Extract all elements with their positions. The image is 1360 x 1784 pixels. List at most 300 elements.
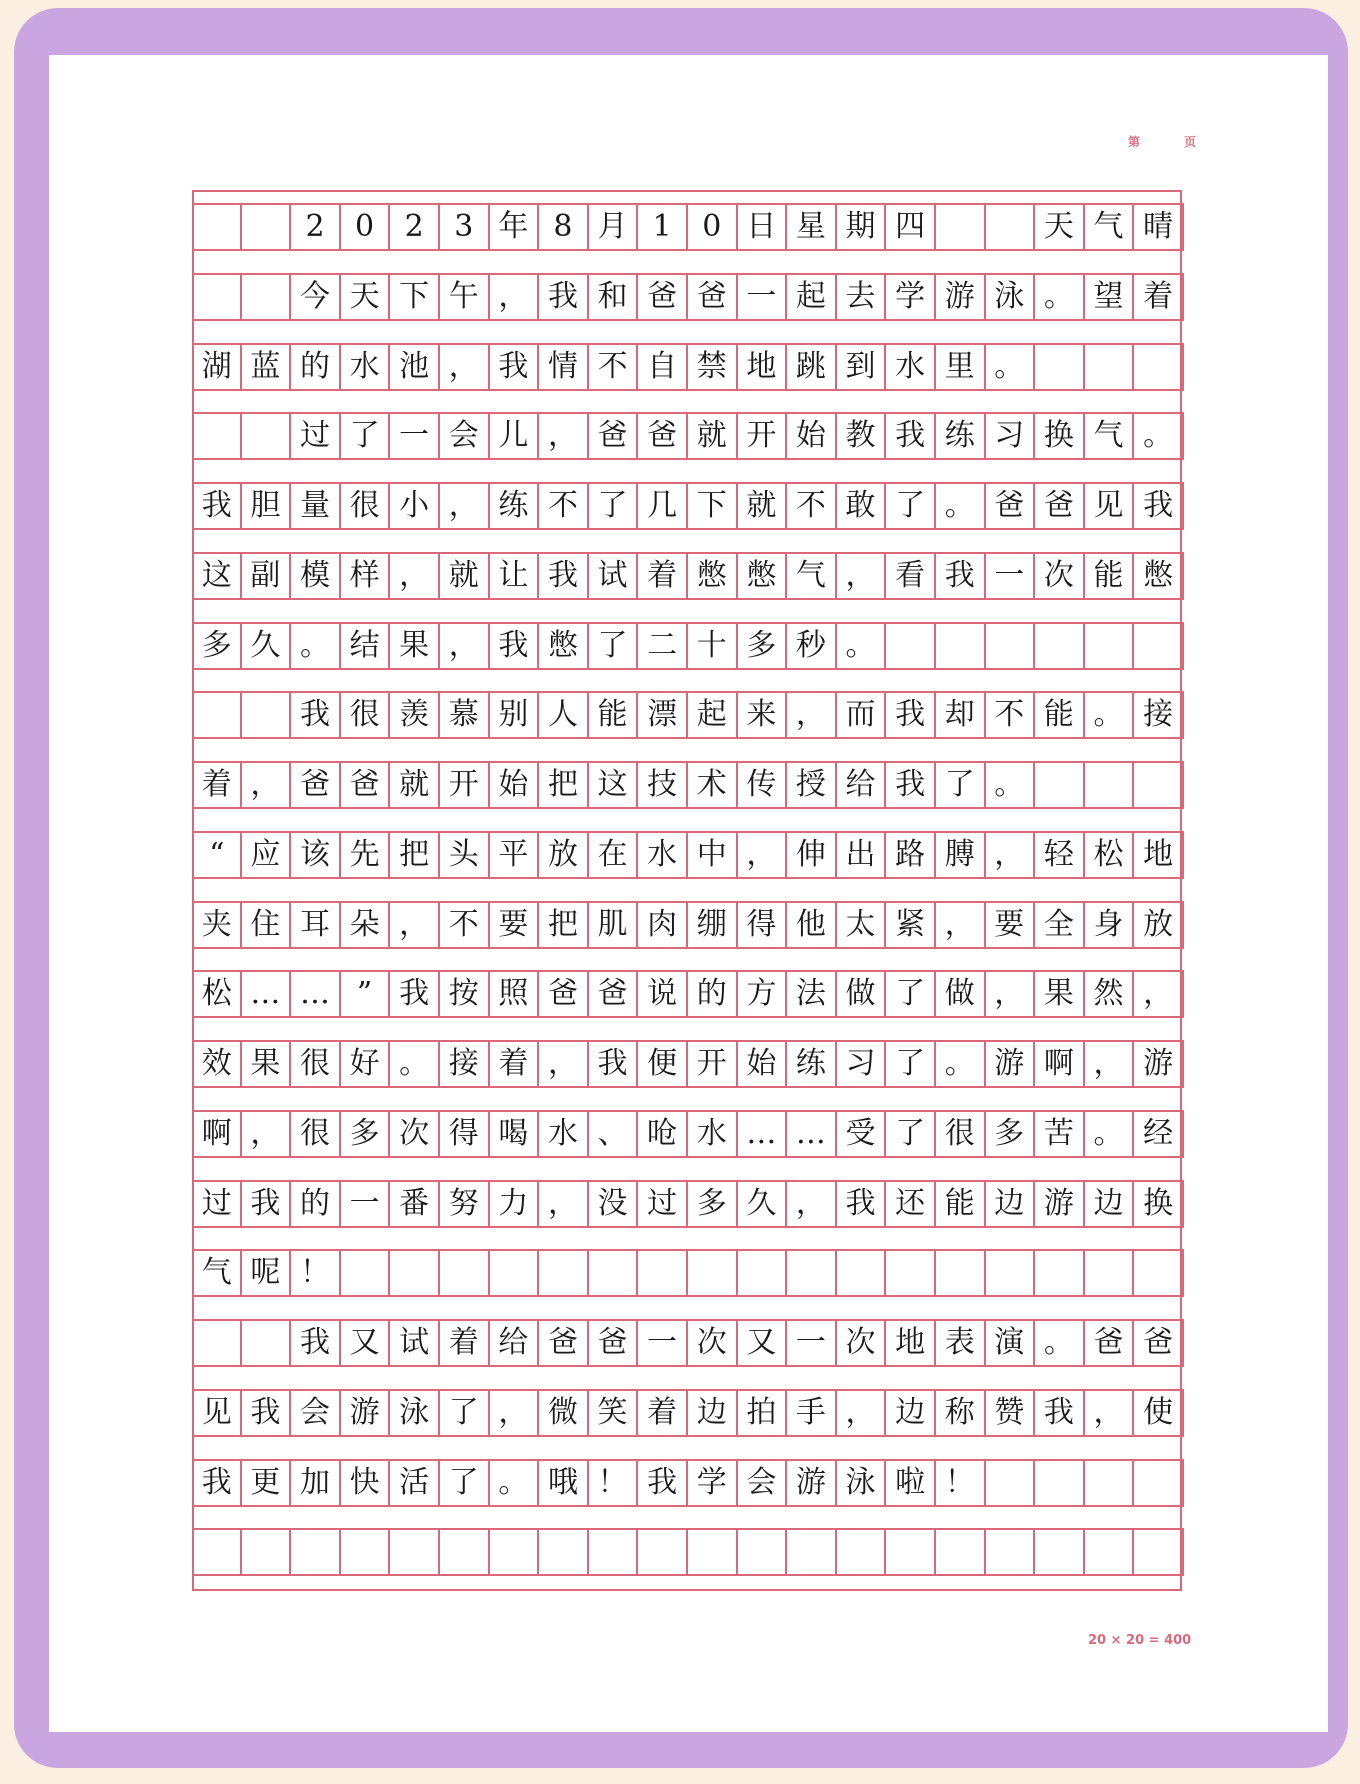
grid-cell: 我 <box>1035 1391 1085 1435</box>
grid-cell: 我 <box>490 624 540 668</box>
grid-cell: 蓝 <box>242 345 292 389</box>
grid-cell <box>986 1251 1036 1295</box>
grid-cell: 微 <box>539 1391 589 1435</box>
grid-cell: 星 <box>787 205 837 249</box>
grid-row <box>192 482 1184 530</box>
grid-cell: 下 <box>688 484 738 528</box>
grid-cell: 。 <box>1035 275 1085 319</box>
grid-row <box>192 412 1184 460</box>
grid-cell: 不 <box>986 693 1036 737</box>
grid-cell: 这 <box>589 763 639 807</box>
grid-cell: 这 <box>192 554 242 598</box>
grid-cell: 学 <box>886 275 936 319</box>
grid-cell: 爸 <box>1085 1321 1135 1365</box>
grid-cell: ， <box>390 554 440 598</box>
grid-cell: 着 <box>192 763 242 807</box>
grid-cell: 先 <box>341 833 391 877</box>
grid-cell: 又 <box>341 1321 391 1365</box>
grid-cell: ！ <box>291 1251 341 1295</box>
grid-cell: ， <box>242 1112 292 1156</box>
grid-cell: 轻 <box>1035 833 1085 877</box>
grid-cell: 就 <box>440 554 490 598</box>
grid-cell: 称 <box>936 1391 986 1435</box>
grid-cell: 二 <box>638 624 688 668</box>
grid-cell: 一 <box>787 1321 837 1365</box>
grid-cell: 换 <box>1134 1182 1184 1226</box>
grid-cell <box>738 1251 788 1295</box>
grid-cell: 经 <box>1134 1112 1184 1156</box>
grid-cell: 耳 <box>291 903 341 947</box>
grid-cell: 接 <box>440 1042 490 1086</box>
grid-cell: 习 <box>837 1042 887 1086</box>
grid-cell: 始 <box>787 414 837 458</box>
grid-cell: 了 <box>589 484 639 528</box>
grid-cell: 该 <box>291 833 341 877</box>
grid-cell: ！ <box>589 1461 639 1505</box>
grid-cell: ， <box>1085 1391 1135 1435</box>
grid-cell: 中 <box>688 833 738 877</box>
grid-cell: 爸 <box>341 763 391 807</box>
grid-cell: ， <box>390 903 440 947</box>
grid-row <box>192 901 1184 949</box>
grid-cell: 拍 <box>738 1391 788 1435</box>
grid-cell: 就 <box>738 484 788 528</box>
grid-cell: 。 <box>936 1042 986 1086</box>
grid-cell: 、 <box>589 1112 639 1156</box>
grid-cell: 哦 <box>539 1461 589 1505</box>
grid-cell <box>1035 1530 1085 1574</box>
grid-cell: 3 <box>440 205 490 249</box>
grid-cell: ， <box>490 1391 540 1435</box>
grid-cell <box>638 1530 688 1574</box>
grid-cell: 的 <box>291 1182 341 1226</box>
grid-cell: 的 <box>688 972 738 1016</box>
grid-cell: 十 <box>688 624 738 668</box>
grid-cell: ， <box>1134 972 1184 1016</box>
grid-cell: 很 <box>291 1112 341 1156</box>
grid-cell: 游 <box>787 1461 837 1505</box>
grid-cell: 小 <box>390 484 440 528</box>
grid-cell <box>242 693 292 737</box>
grid-cell: 给 <box>837 763 887 807</box>
grid-cell: 2 <box>291 205 341 249</box>
grid-cell: 果 <box>390 624 440 668</box>
grid-cell: 边 <box>886 1391 936 1435</box>
grid-cell <box>1085 345 1135 389</box>
grid-cell: 快 <box>341 1461 391 1505</box>
grid-cell: 。 <box>986 345 1036 389</box>
grid-cell: 样 <box>341 554 391 598</box>
grid-row <box>192 622 1184 670</box>
grid-cell: 不 <box>787 484 837 528</box>
grid-cell: 便 <box>638 1042 688 1086</box>
grid-cell <box>1134 345 1184 389</box>
grid-cell <box>242 1321 292 1365</box>
grid-cell: 没 <box>589 1182 639 1226</box>
grid-cell: 喝 <box>490 1112 540 1156</box>
grid-cell: 我 <box>490 345 540 389</box>
grid-cell: 望 <box>1085 275 1135 319</box>
grid-cell: 爸 <box>688 275 738 319</box>
grid-cell: … <box>291 972 341 1016</box>
grid-cell: 紧 <box>886 903 936 947</box>
grid-cell: 边 <box>688 1391 738 1435</box>
page-number-label: 第 页 <box>1128 135 1217 149</box>
grid-cell: 模 <box>291 554 341 598</box>
grid-cell: 里 <box>936 345 986 389</box>
grid-cell: 说 <box>638 972 688 1016</box>
grid-cell <box>341 1251 391 1295</box>
grid-cell: 法 <box>787 972 837 1016</box>
grid-cell: 爸 <box>589 1321 639 1365</box>
grid-row <box>192 1249 1184 1297</box>
grid-cell: 却 <box>936 693 986 737</box>
grid-cell: ， <box>986 972 1036 1016</box>
grid-cell: 得 <box>440 1112 490 1156</box>
grid-cell <box>192 1530 242 1574</box>
grid-cell: 情 <box>539 345 589 389</box>
grid-cell: 了 <box>936 763 986 807</box>
grid-count-label: 20 × 20 = 400 <box>1088 1633 1192 1648</box>
grid-cell: 。 <box>1035 1321 1085 1365</box>
grid-cell: 力 <box>490 1182 540 1226</box>
grid-cell: 在 <box>589 833 639 877</box>
grid-cell: 练 <box>787 1042 837 1086</box>
grid-cell: 教 <box>837 414 887 458</box>
grid-cell: ， <box>440 624 490 668</box>
grid-cell: 人 <box>539 693 589 737</box>
grid-cell: 我 <box>886 693 936 737</box>
grid-cell <box>1134 763 1184 807</box>
grid-cell: 起 <box>787 275 837 319</box>
grid-cell: 手 <box>787 1391 837 1435</box>
grid-cell: 羡 <box>390 693 440 737</box>
grid-cell: 而 <box>837 693 887 737</box>
grid-cell: 表 <box>936 1321 986 1365</box>
grid-cell: 我 <box>291 1321 341 1365</box>
grid-cell: 过 <box>291 414 341 458</box>
grid-cell: 爸 <box>1035 484 1085 528</box>
grid-cell: 把 <box>539 903 589 947</box>
grid-cell: 传 <box>738 763 788 807</box>
grid-cell: 气 <box>1085 205 1135 249</box>
grid-cell: 爸 <box>1134 1321 1184 1365</box>
grid-cell: 会 <box>440 414 490 458</box>
grid-cell: 路 <box>886 833 936 877</box>
grid-cell: 太 <box>837 903 887 947</box>
grid-cell <box>1035 345 1085 389</box>
grid-cell <box>936 624 986 668</box>
grid-cell <box>1035 624 1085 668</box>
grid-cell: 着 <box>638 554 688 598</box>
grid-cell: 让 <box>490 554 540 598</box>
grid-cell: 今 <box>291 275 341 319</box>
grid-cell: 能 <box>1035 693 1085 737</box>
grid-cell: 全 <box>1035 903 1085 947</box>
grid-cell: 憋 <box>539 624 589 668</box>
grid-cell: 游 <box>936 275 986 319</box>
grid-cell: 赞 <box>986 1391 1036 1435</box>
grid-cell <box>1134 1461 1184 1505</box>
grid-cell: 爸 <box>539 972 589 1016</box>
grid-cell: 爸 <box>589 414 639 458</box>
grid-cell: 了 <box>341 414 391 458</box>
grid-cell <box>1085 1530 1135 1574</box>
grid-cell: 演 <box>986 1321 1036 1365</box>
grid-cell: 一 <box>986 554 1036 598</box>
grid-cell: 水 <box>688 1112 738 1156</box>
grid-cell <box>986 624 1036 668</box>
grid-cell: 多 <box>341 1112 391 1156</box>
grid-cell <box>638 1251 688 1295</box>
grid-cell: 水 <box>886 345 936 389</box>
grid-cell: 2 <box>390 205 440 249</box>
grid-cell: 来 <box>738 693 788 737</box>
grid-cell: 要 <box>490 903 540 947</box>
grid-cell: 学 <box>688 1461 738 1505</box>
grid-cell: ， <box>986 833 1036 877</box>
grid-cell: 身 <box>1085 903 1135 947</box>
grid-cell: 更 <box>242 1461 292 1505</box>
grid-cell: 他 <box>787 903 837 947</box>
grid-cell: 天 <box>1035 205 1085 249</box>
grid-cell: 呛 <box>638 1112 688 1156</box>
grid-cell <box>986 205 1036 249</box>
grid-cell: 0 <box>341 205 391 249</box>
grid-cell <box>242 205 292 249</box>
grid-cell: 游 <box>341 1391 391 1435</box>
grid-cell: ， <box>837 1391 887 1435</box>
grid-cell: 还 <box>886 1182 936 1226</box>
grid-cell: 朵 <box>341 903 391 947</box>
grid-cell <box>1134 1530 1184 1574</box>
grid-cell: 年 <box>490 205 540 249</box>
grid-cell: 憋 <box>738 554 788 598</box>
grid-cell <box>787 1530 837 1574</box>
grid-cell <box>589 1530 639 1574</box>
grid-row <box>192 1110 1184 1158</box>
grid-cell: 晴 <box>1134 205 1184 249</box>
grid-cell: 啊 <box>192 1112 242 1156</box>
grid-cell: ， <box>738 833 788 877</box>
grid-cell: 我 <box>1134 484 1184 528</box>
grid-cell: 习 <box>986 414 1036 458</box>
grid-cell: 爸 <box>638 414 688 458</box>
grid-cell: 一 <box>341 1182 391 1226</box>
grid-cell: 能 <box>589 693 639 737</box>
grid-cell: 我 <box>539 554 589 598</box>
grid-cell: 。 <box>1085 693 1135 737</box>
grid-cell: 接 <box>1134 693 1184 737</box>
grid-cell: 我 <box>192 1461 242 1505</box>
grid-cell: 了 <box>589 624 639 668</box>
grid-cell: 和 <box>589 275 639 319</box>
grid-cell: 果 <box>242 1042 292 1086</box>
grid-cell: 很 <box>291 1042 341 1086</box>
grid-cell <box>589 1251 639 1295</box>
grid-cell: 得 <box>738 903 788 947</box>
grid-cell: 气 <box>787 554 837 598</box>
grid-cell: 多 <box>192 624 242 668</box>
grid-cell: 我 <box>390 972 440 1016</box>
grid-cell: 练 <box>490 484 540 528</box>
grid-cell <box>192 205 242 249</box>
grid-cell: 按 <box>440 972 490 1016</box>
grid-cell: 然 <box>1085 972 1135 1016</box>
grid-row <box>192 1040 1184 1088</box>
grid-cell: 。 <box>490 1461 540 1505</box>
grid-cell: 气 <box>1085 414 1135 458</box>
grid-cell: 次 <box>1035 554 1085 598</box>
grid-cell: 水 <box>341 345 391 389</box>
grid-cell: 敢 <box>837 484 887 528</box>
grid-cell: 试 <box>390 1321 440 1365</box>
grid-cell: 了 <box>886 972 936 1016</box>
grid-cell: 漂 <box>638 693 688 737</box>
grid-cell: 游 <box>1035 1182 1085 1226</box>
grid-cell: 使 <box>1134 1391 1184 1435</box>
grid-cell <box>1085 1251 1135 1295</box>
grid-cell: 我 <box>539 275 589 319</box>
grid-cell: ， <box>539 1042 589 1086</box>
grid-cell: 游 <box>1134 1042 1184 1086</box>
grid-cell: ， <box>440 345 490 389</box>
grid-cell: 我 <box>886 763 936 807</box>
grid-cell <box>688 1530 738 1574</box>
grid-row <box>192 1180 1184 1228</box>
grid-cell: 会 <box>738 1461 788 1505</box>
grid-cell: 着 <box>440 1321 490 1365</box>
grid-cell: 开 <box>688 1042 738 1086</box>
grid-cell: 见 <box>1085 484 1135 528</box>
grid-cell: 一 <box>638 1321 688 1365</box>
grid-cell: 放 <box>539 833 589 877</box>
grid-cell: 苦 <box>1035 1112 1085 1156</box>
grid-cell <box>1035 1251 1085 1295</box>
grid-cell: 天 <box>341 275 391 319</box>
grid-cell: ， <box>490 275 540 319</box>
grid-cell: 边 <box>986 1182 1036 1226</box>
grid-cell: 效 <box>192 1042 242 1086</box>
grid-cell: 就 <box>390 763 440 807</box>
grid-cell: 头 <box>440 833 490 877</box>
grid-cell: 很 <box>341 693 391 737</box>
grid-cell: 爸 <box>291 763 341 807</box>
grid-cell: 平 <box>490 833 540 877</box>
grid-cell: ， <box>242 763 292 807</box>
grid-cell: 不 <box>539 484 589 528</box>
grid-cell: 了 <box>886 484 936 528</box>
grid-cell: 水 <box>539 1112 589 1156</box>
grid-cell: 术 <box>688 763 738 807</box>
grid-cell <box>688 1251 738 1295</box>
grid-cell <box>1085 1461 1135 1505</box>
grid-cell: 的 <box>291 345 341 389</box>
grid-cell: ， <box>1085 1042 1135 1086</box>
grid-cell: 多 <box>738 624 788 668</box>
grid-cell: 努 <box>440 1182 490 1226</box>
grid-cell: 副 <box>242 554 292 598</box>
grid-cell <box>490 1251 540 1295</box>
grid-cell: 边 <box>1085 1182 1135 1226</box>
grid-cell: 放 <box>1134 903 1184 947</box>
grid-cell: 会 <box>291 1391 341 1435</box>
grid-cell: 。 <box>837 624 887 668</box>
grid-cell <box>1134 624 1184 668</box>
grid-cell: 禁 <box>688 345 738 389</box>
grid-cell: 膊 <box>936 833 986 877</box>
grid-cell: 爸 <box>589 972 639 1016</box>
grid-cell: 始 <box>738 1042 788 1086</box>
grid-cell: 几 <box>638 484 688 528</box>
grid-cell: 泳 <box>986 275 1036 319</box>
grid-cell: 。 <box>986 763 1036 807</box>
grid-cell: 能 <box>936 1182 986 1226</box>
grid-cell: 松 <box>192 972 242 1016</box>
grid-cell <box>837 1530 887 1574</box>
grid-row <box>192 691 1184 739</box>
grid-cell: 自 <box>638 345 688 389</box>
grid-cell: 做 <box>936 972 986 1016</box>
grid-cell: 松 <box>1085 833 1135 877</box>
grid-cell: 开 <box>440 763 490 807</box>
grid-cell: 次 <box>688 1321 738 1365</box>
grid-cell <box>738 1530 788 1574</box>
grid-cell: 过 <box>638 1182 688 1226</box>
grid-cell: 量 <box>291 484 341 528</box>
grid-cell: 看 <box>886 554 936 598</box>
grid-cell: 了 <box>440 1461 490 1505</box>
grid-row <box>192 1459 1184 1507</box>
grid-cell <box>886 1530 936 1574</box>
grid-cell: 气 <box>192 1251 242 1295</box>
grid-cell <box>440 1251 490 1295</box>
grid-cell: ， <box>936 903 986 947</box>
grid-row <box>192 1528 1184 1576</box>
grid-cell: 多 <box>688 1182 738 1226</box>
grid-cell: 啊 <box>1035 1042 1085 1086</box>
grid-cell: 夹 <box>192 903 242 947</box>
grid-cell <box>242 414 292 458</box>
grid-cell: 结 <box>341 624 391 668</box>
grid-cell: 换 <box>1035 414 1085 458</box>
grid-cell: 期 <box>837 205 887 249</box>
grid-cell: ” <box>341 972 391 1016</box>
grid-cell <box>539 1251 589 1295</box>
grid-cell: 加 <box>291 1461 341 1505</box>
grid-cell: 次 <box>390 1112 440 1156</box>
grid-cell: 久 <box>738 1182 788 1226</box>
grid-row <box>192 831 1184 879</box>
grid-cell: 番 <box>390 1182 440 1226</box>
grid-cell: 游 <box>986 1042 1036 1086</box>
grid-cell: 日 <box>738 205 788 249</box>
grid-border <box>192 190 1182 1591</box>
grid-cell: 了 <box>440 1391 490 1435</box>
grid-cell <box>440 1530 490 1574</box>
grid-cell <box>986 1461 1036 1505</box>
grid-cell: 受 <box>837 1112 887 1156</box>
grid-cell <box>242 275 292 319</box>
grid-cell <box>390 1251 440 1295</box>
grid-cell <box>1134 1251 1184 1295</box>
grid-cell: 。 <box>1085 1112 1135 1156</box>
grid-cell: 着 <box>490 1042 540 1086</box>
grid-cell <box>539 1530 589 1574</box>
grid-cell: 四 <box>886 205 936 249</box>
grid-cell: 绷 <box>688 903 738 947</box>
grid-cell: 试 <box>589 554 639 598</box>
